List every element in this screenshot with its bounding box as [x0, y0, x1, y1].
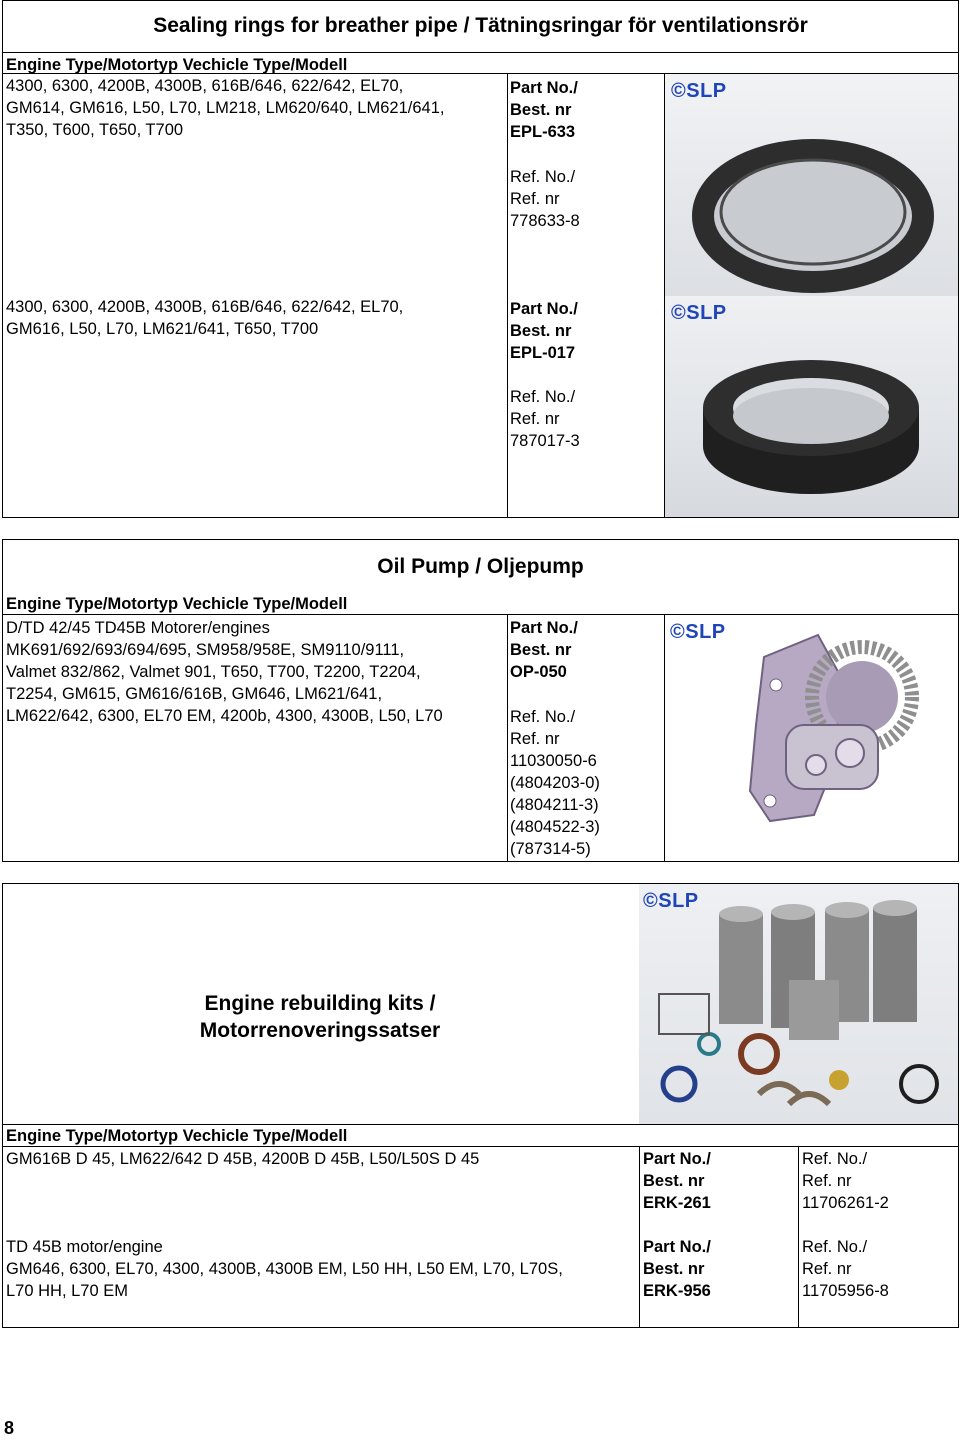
- column-header: Engine Type/Motortyp Vechicle Type/Modell: [6, 595, 348, 613]
- slp-logo: ©SLP: [671, 302, 727, 324]
- ref-number: (787314-5): [510, 840, 591, 858]
- part-number-cell: Part No./ Best. nr ERK-956: [643, 1236, 793, 1302]
- column-header: Engine Type/Motortyp Vechicle Type/Modell: [6, 1127, 348, 1145]
- part-number-cell: Part No./ Best. nr OP-050: [510, 617, 660, 683]
- divider: [2, 52, 959, 53]
- ref-number-cell: Ref. No./ Ref. nr 11705956-8: [802, 1236, 952, 1302]
- oil-pump-illustration: [666, 615, 956, 837]
- product-photo-rebuild-kit: [639, 884, 958, 1124]
- divider: [639, 1146, 640, 1328]
- ref-number: (4804522-3): [510, 818, 600, 836]
- divider: [798, 1146, 799, 1328]
- section-title: Sealing rings for breather pipe / Tätningsringar för ventilationsrör: [153, 14, 808, 37]
- divider: [2, 1146, 959, 1147]
- ref-number-cell: Ref. No./ Ref. nr 787017-3: [510, 386, 660, 452]
- section-title: Engine rebuilding kits / Motorrenoveringssatser: [199, 992, 441, 1042]
- slp-logo: ©SLP: [670, 621, 726, 643]
- part-number: ERK-261: [643, 1194, 711, 1212]
- divider: [507, 73, 508, 518]
- ref-number-cell: Ref. No./ Ref. nr 11706261-2: [802, 1148, 952, 1214]
- part-number-cell: Part No./ Best. nr EPL-017: [510, 298, 660, 364]
- rebuild-kit-illustration: [639, 884, 958, 1124]
- ref-number: (4804203-0): [510, 774, 600, 792]
- ref-number: 778633-8: [510, 212, 580, 230]
- product-photo-oil-pump: [666, 615, 956, 837]
- engine-list: GM616B D 45, LM622/642 D 45B, 4200B D 45B, L50/L50S D 45: [6, 1150, 480, 1168]
- divider: [2, 1124, 959, 1125]
- ref-number: (4804211-3): [510, 796, 599, 814]
- section-title: Oil Pump / Oljepump: [377, 555, 584, 578]
- seal-illustration: [665, 296, 958, 517]
- column-header: Engine Type/Motortyp Vechicle Type/Modell: [6, 56, 348, 74]
- part-number: EPL-017: [510, 344, 576, 362]
- part-number: EPL-633: [510, 123, 576, 141]
- part-number-cell: Part No./ Best. nr ERK-261: [643, 1148, 793, 1214]
- ref-number: 11030050-6: [510, 752, 597, 770]
- slp-logo: ©SLP: [643, 890, 699, 912]
- ref-number: 11705956-8: [802, 1282, 889, 1300]
- product-photo-ring: [665, 74, 958, 296]
- page-number: 8: [4, 1418, 15, 1438]
- slp-logo: ©SLP: [671, 80, 727, 102]
- part-number-cell: Part No./ Best. nr EPL-633: [510, 77, 660, 143]
- part-number: ERK-956: [643, 1282, 711, 1300]
- engine-list: 4300, 6300, 4200B, 4300B, 616B/646, 622/642, EL70, GM616, L50, L70, LM621/641, T650, T700: [6, 298, 404, 338]
- engine-list: 4300, 6300, 4200B, 4300B, 616B/646, 622/642, EL70, GM614, GM616, L50, L70, LM218, LM620/640, LM621/641, T350, T600, T650, T700: [6, 77, 445, 139]
- ref-number-cell: Ref. No./ Ref. nr 778633-8: [510, 166, 660, 232]
- ref-number-cell: Ref. No./ Ref. nr 11030050-6 (4804203-0) (4804211-3) (4804522-3) (787314-5): [510, 706, 660, 860]
- divider: [507, 614, 508, 862]
- engine-list: D/TD 42/45 TD45B Motorer/engines MK691/692/693/694/695, SM958/958E, SM9110/9111, Valmet 832/862, Valmet 901, T650, T700, T2200, T2204, T2254, GM615, GM616/616B, GM646, LM621/641, LM622/642, 6300, EL70 EM, 4200b, 4300, 4300B, L50, L70: [6, 619, 443, 725]
- ref-number: 787017-3: [510, 432, 580, 450]
- engine-list: TD 45B motor/engine GM646, 6300, EL70, 4300, 4300B, 4300B EM, L50 HH, L50 EM, L70, L70S, L70 HH, L70 EM: [6, 1238, 563, 1300]
- part-number: OP-050: [510, 663, 567, 681]
- divider: [664, 614, 665, 862]
- product-photo-seal: [665, 296, 958, 517]
- ref-number: 11706261-2: [802, 1194, 889, 1212]
- ring-illustration: [665, 74, 958, 296]
